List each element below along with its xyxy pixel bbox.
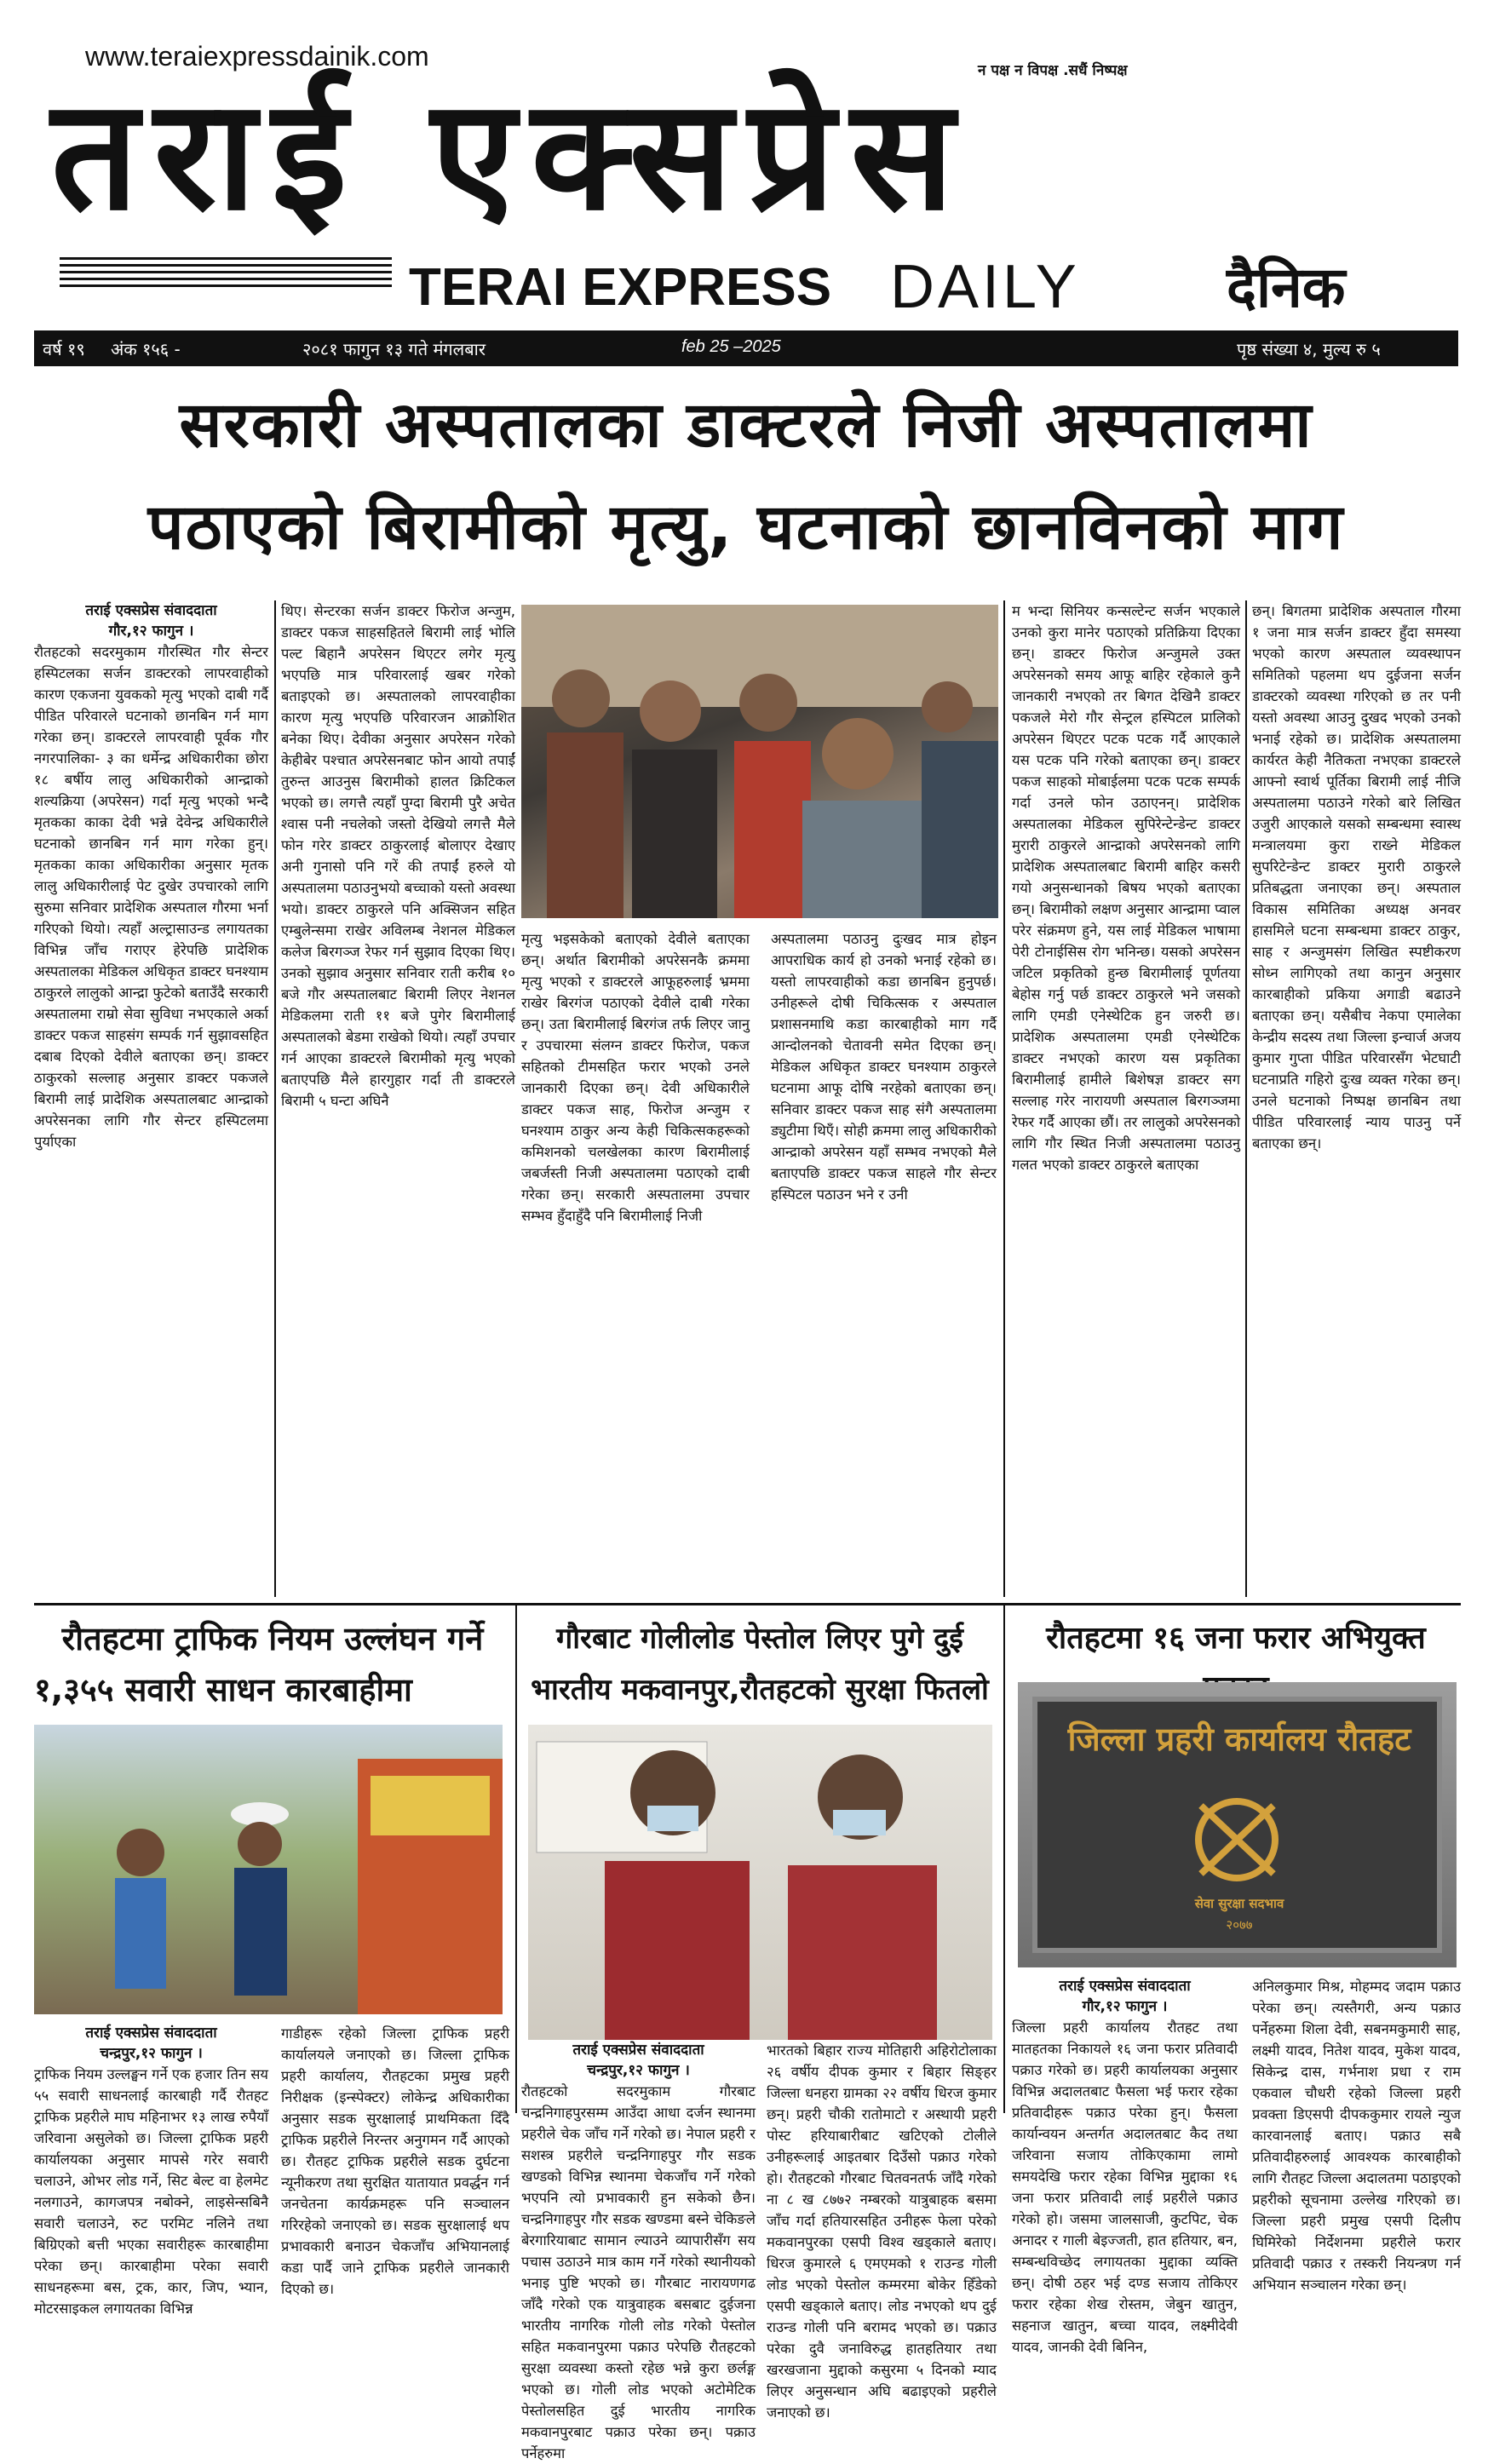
lead-text-col5: म भन्दा सिनियर कन्सल्टेन्ट सर्जन भएकाले उनको कुरा मानेर पठाएको प्रतिक्रिया दिएका छन्। डाक्टर फिरोज अन्जुमले उक्त अपरेसनको समय आफू बाहिर रहेकाले कुनै जानकारी नभएको तर बिगत देखिनै डाक्टर पकजले मेरो गौर सेन्ट्रल हस्पिटल प्रालिको अपरेसन थिएटर पटक पटक गर्दै आएकाले यस पटक पनि गरेको बताएका छन्। डाक्टर पकज साहको मोबाईलमा पटक पटक सम्पर्क गर्दा उनले फोन उठाएनन्। प्रादेशिक अस्पतालका मेडिकल सुपिरेन्टेन्डेन्ट डाक्टर मुरारी ठाकुरले आन्द्राको अपरेसनको लागि प्रादेशिक अस्पतालबाट बिरामी बाहिर कसरी गयो अनुसन्धानको बिषय भएको बताएका छन्। बिरामीको लक्षण अनुसार आन्द्रामा प्वाल परेर संक्रमण हुने, यस लाई मेडिकल भाषामा पेरी टोनाईसिस रोग भनिन्छ। यसको अपरेसन जटिल प्रकृतिको हुन्छ बिरामीलाई पूर्णतया बेहोस गर्नु पर्छ डाक्टर ठाकुरले भने जसको लागि एमडी एनेस्थेटिक हुन जरुरी छ। प्रादेशिक अस्पतालमा एमडी एनेस्थेटिक डाक्टर नभएको कारण यस प्रकृतिका बिरामीलाई हामीले बिशेषज्ञ डाक्टर सग सल्लाह गरेर नारायणी अस्पताल बिरगञ्जमा रेफर गर्दै आएका छौं। तर लालुको अपरेसनको लागि गौर स्थित निजी अस्पतालमा पठाउनु गलत भएको डाक्टर ठाकुरले बताएका	[1012, 603, 1240, 1173]
fugitives-dateline: गौर,१२ फागुन ।	[1082, 1998, 1168, 2015]
lead-text-col4: अस्पतालमा पठाउनु दुःखद मात्र होइन आपराधिक कार्य हो उनको भनाई रहेको छ। यस्तो लापरवाहीको कडा छानबिन हुनुपर्छ। उनीहरूले दोषी चिकित्सक र अस्पताल प्रशासनमाथि कडा कारबाहीको माग गर्दै आन्दोलनको चेतावनी समेत दिएका छन्। मेडिकल अधिकृत डाक्टर घनश्याम ठाकुरले घटनामा आफू दोषि नरहेको बताएका छन्। सनिवार डाक्टर पकज साह संगै अस्पतालमा ड्युटीमा थिएँ। सोही क्रममा लालु अधिकारीको आन्द्राको अपरेसन यहाँ सम्भव नभएको मैले बताएपछि डाक्टर पकज साहले गौर सेन्टर हस्पिटल पठाउन भने र उनी	[771, 931, 997, 1203]
column-rule	[274, 600, 276, 1597]
traffic-column-1	[34, 2023, 268, 2317]
traffic-column-2	[281, 2023, 509, 2297]
fugitives-byline: तराई एक्सप्रेस संवाददाता	[1059, 1978, 1191, 1995]
pages-price: पृष्ठ संख्या ४, मुल्य रु ५	[1237, 339, 1381, 359]
crowd-illustration	[521, 605, 998, 918]
police-sign-year: २०७७	[1226, 1917, 1253, 1933]
lead-column-5	[1012, 600, 1240, 1597]
pistol-text-col1: रौतहटको सदरमुकाम गौरबाट चन्द्रनिगाहपुरसम्म आउँदा आधा दर्जन स्थानमा प्रहरीले चेक जाँच गर्ने गरेको छ। नेपाल प्रहरी र सशस्त्र प्रहरीले चन्द्रनिगाहपुर गौर सडक खण्डको विभिन्न स्थानमा चेकजाँच गर्ने गरेको भएपनि त्यो प्रभावकारी हुन सकेको छैन। चन्द्रनिगाहपुर गौर सडक खण्डमा बस्ने चेकिङले बेरगारियाबाट सामान ल्याउने व्यापारीसँग सय पचास उठाउने मात्र काम गर्ने गरेको स्थानीयको भनाइ पुष्टि भएको छ। गौरबाट नारायणगढ जाँदै गरेको एक यात्रुवाहक बसबाट दुईजना भारतीय नागरिक गोली लोड गरेको पेस्तोल सहित मकवानपुरमा पक्राउ परेपछि रौतहटको सुरक्षा व्यवस्था कस्तो रहेछ भन्ने कुरा छर्लङ्ग भएको छ। गोली लोड भएको अटोमेटिक पेस्तोलसहित दुई भारतीय नागरिक मकवानपुरबाट पक्राउ परेका छन्। पक्राउ पर्नेहरुमा	[521, 2083, 756, 2461]
traffic-text-col2: गाडीहरू रहेको जिल्ला ट्राफिक प्रहरी कार्यालयले जनाएको छ। जिल्ला ट्राफिक प्रहरी कार्यालय, रौतहटका प्रमुख प्रहरी निरीक्षक (इन्स्पेक्टर) लोकेन्द्र अधिकारीका अनुसार सडक सुरक्षालाई प्राथमिकता दिँदै ट्राफिक प्रहरीले निरन्तर अनुगमन गर्दै आएको छ। रौतहट ट्राफिक प्रहरीले सडक दुर्घटना न्यूनीकरण तथा सुरक्षित यातायात प्रवर्द्धन गर्न जनचेतना कार्यक्रमहरू पनि सञ्चालन गरिरहेको जनाएको छ। सडक सुरक्षालाई थप प्रभावकारी बनाउन चेकजाँच अभियानलाई कडा पार्दै जाने ट्राफिक प्रहरीले जानकारी दिएको छ।	[281, 2025, 509, 2297]
traffic-police-illustration	[34, 1725, 503, 2014]
pistol-column-2	[767, 2040, 997, 2421]
police-sign-text: जिल्ला प्रहरी कार्यालय रौतहट	[1067, 1720, 1411, 1758]
lead-column-4	[771, 928, 997, 1597]
lead-dateline: गौर,१२ फागुन ।	[108, 623, 194, 640]
fugitives-text-col1: जिल्ला प्रहरी कार्यालय रौतहट तथा मातहतका निकायले १६ जना फरार प्रतिवादी पक्राउ गरेको छ। प्रहरी कार्यालयका अनुसार विभिन्न अदालतबाट फैसला भई फरार रहेका प्रतिवादीहरू पक्राउ परेका हुन्। फैसला कार्यान्वयन अन्तर्गत अदालतबाट कैद तथा जरिवाना सजाय तोकिएकामा लामो समयदेखि फरार रहेका विभिन्न मुद्दाका १६ जना फरार प्रतिवादी लाई प्रहरीले पक्राउ गरेको हो। जसमा जालसाजी, कुटपिट, चेक अनादर र गाली बेइज्जती, हात हतियार, बन, सम्बन्धविच्छेद लगायतका मुद्दाका व्यक्ति छन्। दोषी ठहर भई दण्ड सजाय तोकिएर फरार रहेका शेख रोस्तम, जेबुन खातुन, सहनाज खातुन, बच्चा यादव, लक्ष्मीदेवी यादव, जानकी देवी बिनिन,	[1012, 2019, 1238, 2355]
pistol-photo-arrested	[528, 1725, 992, 2040]
issue-number: अंक १५६ -	[111, 339, 181, 359]
lead-text-col1: रौतहटको सदरमुकाम गौरस्थित गौर सेन्टर हस्पिटलका सर्जन डाक्टरको लापरवाहीको कारण एकजना युवकको मृत्यु भएको दाबी गर्दै पीडित परिवारले घटनाको छानबिन गर्न माग गरेका छन्। डाक्टरले लापरवाही पूर्वक गौर नगरपालिका- ३ का धर्मेन्द्र अधिकारीका छोरा १८ बर्षीय लालु अधिकारीको आन्द्राको शल्यक्रिया (अपरेसन) गर्दा मृत्यु भएको भन्दै मृतकका काका देवी भन्ने देवेन्द्र अधिकारीले घटनाको छानबिन गर्न माग गरेका हुन्। मृतकका काका अधिकारीका अनुसार मृतक लालु अधिकारीलाई पेट दुखेर उपचारको लागि सुरुमा सनिवार प्रादेशिक अस्पताल गौरमा भर्ना गरिएको थियो। त्यहाँ अल्ट्रासाउन्ड लगायतका विभिन्न जाँच गराएर हेरेपछि प्रादेशिक अस्पतालका मेडिकल अधिकृत डाक्टर घनश्याम ठाकुरले लालुको आन्द्रा फुटेको बताउँदै सरकारी अस्पतालमा राम्रो सेवा सुविधा नभएकाले अर्का डाक्टर पकज साहसंग सम्पर्क गर्न सुझावसहित दबाब दिएको देवीले बताएका छन्। डाक्टर ठाकुरको सल्लाह अनुसार डाक्टर पकजले बिरामी लाई प्रादेशिक अस्पतालबाट आन्द्राको अपरेसनका लागि गौर सेन्टर हस्पिटलमा पुर्याएका	[34, 644, 268, 1150]
pistol-headline-line1: गौरबाट गोलीलोड पेस्तोल लिएर पुगे दुई	[556, 1622, 963, 1656]
column-rule	[1245, 600, 1247, 1597]
masthead-dainik: दैनिक	[1227, 255, 1346, 320]
traffic-headline-line2: १,३५५ सवारी साधन कारबाहीमा	[34, 1671, 412, 1709]
column-rule	[1003, 1605, 1005, 2113]
lead-photo-crowd	[521, 605, 998, 918]
pistol-text-col2: भारतको बिहार राज्य मोतिहारी अहिरोटोलाका २६ वर्षीय दीपक कुमार र बिहार सिङ्हर जिल्ला धनहरा ग्रामका २२ वर्षीय धिरज कुमार छन्। प्रहरी चौकी रातोमाटो र अस्थायी प्रहरी पोस्ट हरियाबारीबाट खटिएको टोलीले उनीहरूलाई आइतबार दिउँसो पक्राउ गरेको हो। रौतहटको गौरबाट चितवनतर्फ जाँदै गरेको ना ८ ख ८७७२ नम्बरको यात्रुबाहक बसमा जाँच गर्दा हतियारसहित उनीहरू फेला परेको मकवानपुरका एसपी विश्व खड्काले बताए। धिरज कुमारले ६ एमएमको १ राउन्ड गोली लोड भएको पेस्तोल कम्मरमा बोकेर हिँडेको एसपी खड्काले बताए। लोड नभएको थप दुई राउन्ड गोली पनि बरामद भएको छ। पक्राउ परेका दुवै जनाविरुद्ध हातहतियार तथा खरखजाना मुद्दाको कसुरमा ५ दिनको म्याद लिएर अनुसन्धान अघि बढाइएको प्रहरीले जनाएको छ।	[767, 2042, 997, 2421]
masthead-decor-lines	[60, 257, 392, 300]
traffic-byline: तराई एक्सप्रेस संवाददाता	[85, 2025, 217, 2042]
traffic-dateline: चन्द्रपुर,१२ फागुन ।	[100, 2045, 203, 2062]
arrested-men-illustration	[528, 1725, 992, 2040]
lead-headline-line1: सरकारी अस्पतालका डाक्टरले निजी अस्पतालमा	[179, 388, 1313, 462]
traffic-headline-line1: रौतहटमा ट्राफिक नियम उल्लंघन गर्ने	[61, 1620, 484, 1657]
fugitives-column-2	[1252, 1976, 1461, 2293]
column-rule	[1003, 600, 1005, 1597]
lead-text-col6: छन्। बिगतमा प्रादेशिक अस्पताल गौरमा १ जना मात्र सर्जन डाक्टर हुँदा समस्या भएको कारण अस्पताल व्यवस्थापन समितिको पहलमा थप दुईजना सर्जन डाक्टरको व्यवस्था गरिएको छ तर पनी यस्तो अवस्था आउनु दुखद भएको उनको भनाई रहेको छ। प्रादेशिक अस्पतालमा कार्यरत केही नैतिकता नभएका डाक्टरले आफ्नो स्वार्थ पूर्तिका बिरामी लाई नीजि अस्पतालमा पठाउने गरेको बारे लिखित उजुरी आएकाले यसको सम्बन्धमा स्वास्थ मन्त्रालयमा कुरा राख्ने मेडिकल सुपरिटेन्डेन्ट डाक्टर मुरारी ठाकुरले प्रतिबद्धता जनाएका छन्। अस्पताल विकास समितिका अध्यक्ष अनवर हासमिले घटना सम्बन्धमा डाक्टर ठाकुर, साह र अन्जुमसंग लिखित स्पष्टीकरण सोध्न लागिएको तथा कानुन अनुसार कारबाहीको प्रकिया अगाडी बढाउने बताएका छन्। यसैबीच नेकपा एमालेका केन्द्रीय सदस्य तथा जिल्ला इन्चार्ज अजय कुमार गुप्ता पीडित परिवारसँग भेटघाटी घटनाप्रति गहिरो दुःख व्यक्त गरेका छन्। उनले घटनाको निष्पक्ष छानबिन तथा पीडित परिवारलाई न्याय पाउनु पर्ने बताएका छन्।	[1252, 603, 1461, 1152]
lead-column-6	[1252, 600, 1461, 1597]
column-rule	[515, 1605, 517, 2113]
masthead-title: तराई एक्सप्रेस	[51, 66, 970, 244]
masthead-title-en: TERAI EXPRESS	[409, 258, 832, 317]
issue-info-bar	[34, 330, 1458, 366]
fugitives-headline: रौतहटमा १६ जना फरार अभियुक्त	[1046, 1621, 1426, 1656]
lead-text-col3: मृत्यु भइसकेको बताएको देवीले बताएका छन्। अर्थात बिरामीको अपरेसनकै क्रममा मृत्यु भएको र डाक्टरले आफूहरुलाई भ्रममा राखेर बिरगंज पठाएको देवीले दाबी गरेका छन्। उता बिरामीलाई बिरगंज तर्फ लिएर जानु र उपचारमा संलग्न डाक्टर फिरोज, पकज सहितको टीमसहित फरार भएको उनले जानकारी दिएका छन्। देवी अधिकारीले डाक्टर पकज साह, फिरोज अन्जुम र घनश्याम ठाकुर अन्य केही चिकित्सकहरूको कमिशनको चलखेलका कारण बिरामीलाई जबर्जस्ती निजी अस्पतालमा पठाएको दाबी गरेका छन्। सरकारी अस्पतालमा उपचार सम्भव हुँदाहुँदै पनि बिरामीलाई निजी	[521, 931, 750, 1224]
fugitives-text-col2: अनिलकुमार मिश्र, मोहम्मद जदाम पक्राउ परेका छन्। त्यस्तैगरी, अन्य पक्राउ पर्नेहरुमा शिला देवी, सबनमकुमारी साह, लक्ष्मी यादव, नितेश यादव, मुकेश यादव, सिकेन्द्र दास, गर्भनाश प्रधा र राम एकवाल चौधरी रहेको जिल्ला प्रहरी प्रवक्ता डिएसपी दीपककुमार रायले न्युज कारवानलाई बताए। पक्राउ सबै प्रतिवादीहरुलाई आवश्यक कारबाहीको लागि रौतहट जिल्ला अदालतमा पठाइएको प्रहरीको सूचनामा उल्लेख गरिएको छ। जिल्ला प्रहरी प्रमुख एसपी दिलीप घिमिरेको निर्देशनमा प्रहरीले फरार प्रतिवादी पक्राउ र तस्करी नियन्त्रण गर्न अभियान सञ्चालन गरेका छन्।	[1252, 1979, 1461, 2293]
lead-headline-line2: पठाएको बिरामीको मृत्यु, घटनाको छानविनको माग	[147, 491, 1345, 564]
website-url[interactable]: www.teraiexpressdainik.com	[85, 41, 429, 72]
pistol-headline-line2: भारतीय मकवानपुर,रौतहटको सुरक्षा फितलो	[531, 1673, 989, 1707]
date-np: २०८१ फागुन १३ गते मंगलबार	[302, 339, 486, 359]
masthead-daily: DAILY	[890, 253, 1080, 321]
volume: वर्ष १९	[43, 339, 85, 359]
fugitives-photo-police-office	[1018, 1682, 1457, 1967]
lead-column-1	[34, 600, 268, 1597]
lead-column-2	[281, 600, 515, 1597]
police-motto: सेवा सुरक्षा सदभाव	[1194, 1896, 1284, 1911]
traffic-text-col1: ट्राफिक नियम उल्लङ्घन गर्ने एक हजार तिन सय ५५ सवारी साधनलाई कारबाही गर्दै रौतहट ट्राफिक प्रहरीले माघ महिनाभर १३ लाख रुपैयाँ जरिवाना असुलेको छ। जिल्ला ट्राफिक प्रहरी कार्यालयका अनुसार मापसे गरेर सवारी चलाउने, ओभर लोड गर्ने, सिट बेल्ट वा हेलमेट नलगाउने, कागजपत्र नबोक्ने, लाइसेन्सबिनै सवारी चलाउने, रुट परमिट नलिने तथा बिग्रिएको बत्ती भएका सवारीहरू कारबाहीमा परेका छन्। कारबाहीमा परेका सवारी साधनहरूमा बस, ट्रक, कार, जिप, भ्यान, मोटरसाइकल लगायतका विभिन्न	[34, 2066, 268, 2317]
lead-column-3	[521, 928, 750, 1597]
date-en: feb 25 –2025	[681, 337, 781, 356]
lead-byline: तराई एक्सप्रेस संवाददाता	[85, 602, 217, 619]
traffic-photo	[34, 1725, 503, 2014]
fugitives-column-1	[1012, 1976, 1238, 2355]
pistol-byline: तराई एक्सप्रेस संवाददाता	[572, 2042, 704, 2059]
section-divider	[34, 1603, 1461, 1605]
tagline: न पक्ष न विपक्ष .सधैं निष्पक्ष	[978, 62, 1128, 79]
lead-text-col2: थिए। सेन्टरका सर्जन डाक्टर फिरोज अन्जुम, डाक्टर पकज साहसहितले बिरामी लाई भोलि पल्ट बिहानै अपरेसन थिएटर लगेर मृत्यु भएपछि मात्र परिवारलाई खबर गरेको बताइएको छ। अस्पतालको लापरवाहीका कारण मृत्यु भएपछि परिवारजन आक्रोशित बनेका थिए। देवीका अनुसार अपरेसन गरेको केहीबेर पश्चात अपरेसनबाट फोन आयो तपाईं तुरुन्त आउनुस बिरामीको हालत क्रिटिकल भएको छ। लगत्तै त्यहाँ पुग्दा बिरामी पुरै अचेत श्वास पनी नचलेको जस्तो देखियो लगत्तै मैले फोन गरेर डाक्टर ठाकुरलाई बोलाएर देखाए अनी गुनासो पनि गरें की तपाईं हरुले यो अस्पतालमा पठाउनुभयो बच्चाको यस्तो अवस्था भयो। डाक्टर ठाकुरले पनि अक्सिजन सहित एम्बुलेन्समा राखेर अविलम्ब नेशनल मेडिकल कलेज बिरगञ्ज रेफर गर्न सुझाव दिएका थिए। उनको सुझाव अनुसार सनिवार राती करीब १० बजे गौर अस्पतालबाट बिरामी लिएर नेशनल मेडिकलमा राती ११ बजे पुगेर बिरामीलाई अस्पतालको बेडमा राखेको थियो। त्यहाँ उपचार गर्न आएका डाक्टरले बिरामीको मृत्यु भएको बताएपछि मैले हारगुहार गर्दा ती डाक्टरले बिरामी ५ घन्टा अघिनै	[281, 603, 515, 1109]
pistol-column-1	[521, 2040, 756, 2461]
pistol-dateline: चन्द्रपुर,१२ फागुन ।	[587, 2062, 690, 2079]
